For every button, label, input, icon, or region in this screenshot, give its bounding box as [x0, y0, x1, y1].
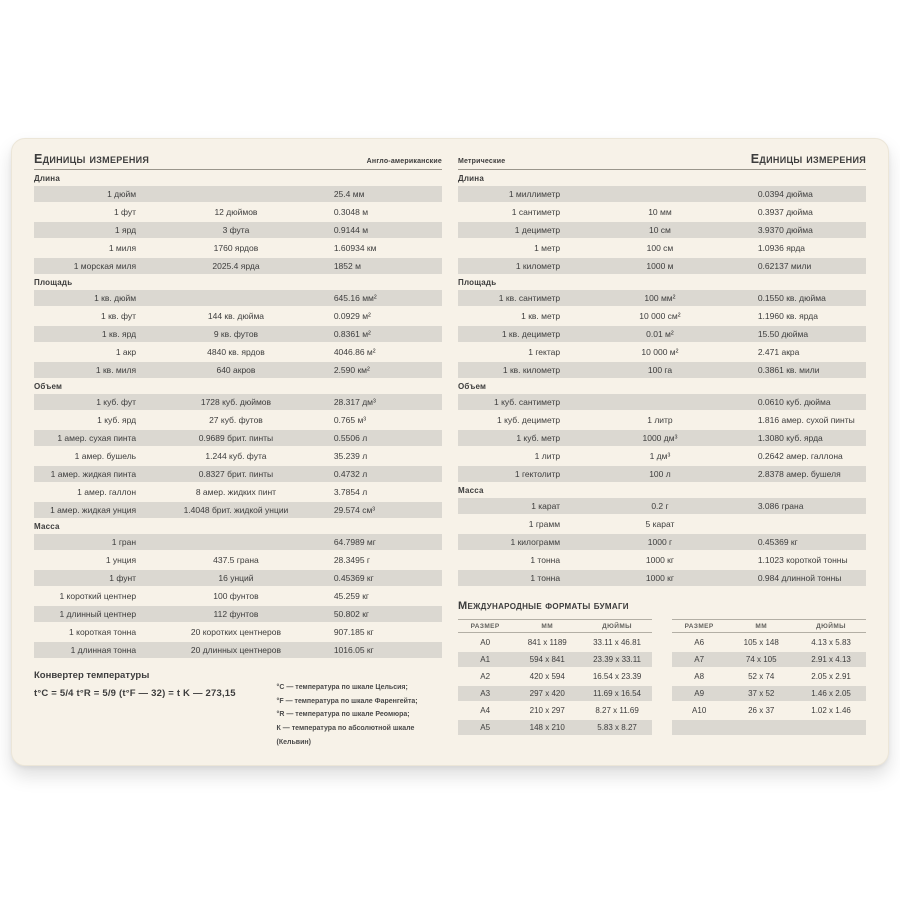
unit-value: 29.574 см³ [333, 505, 376, 515]
unit-value: 1016.05 кг [333, 645, 374, 655]
unit-equivalent: 2025.4 ярда [212, 261, 260, 271]
unit-value: 1.60934 км [333, 243, 377, 253]
unit-equivalent: 100 фунтов [213, 591, 259, 601]
unit-equivalent: 1.4048 брит. жидкой унции [183, 505, 289, 515]
paper-size: A3 [480, 689, 491, 698]
table-row [458, 326, 866, 342]
unit-equivalent: 0.2 г [651, 501, 669, 511]
table-row [458, 186, 866, 202]
metric-unit-tables [458, 174, 866, 586]
unit-name: 1 тонна [530, 555, 561, 565]
unit-name: 1 кв. фут [100, 311, 137, 321]
paper-size: A2 [480, 672, 491, 681]
unit-name: 1 кв. метр [521, 311, 561, 321]
size-inches: 11.69 x 16.54 [593, 689, 641, 698]
table-row [34, 570, 442, 586]
unit-equivalent: 640 акров [216, 365, 256, 375]
paper-size: A4 [480, 706, 491, 715]
unit-equivalent: 1000 м [646, 261, 674, 271]
unit-equivalent: 0.9689 брит. пинты [198, 433, 274, 443]
unit-value: 25.4 мм [333, 189, 365, 199]
table-row [458, 394, 866, 410]
table-row [458, 362, 866, 378]
section-title: Объем [458, 382, 487, 391]
table-row [672, 652, 866, 667]
unit-equivalent: 3 фута [222, 225, 250, 235]
unit-equivalent: 112 фунтов [213, 609, 259, 619]
unit-equivalent: 1000 дм³ [642, 433, 678, 443]
unit-name: 1 сантиметр [511, 207, 561, 217]
size-mm: 26 x 37 [748, 706, 775, 715]
anglo-american-unit-tables [34, 174, 442, 658]
table-row [458, 412, 866, 428]
unit-section [34, 522, 442, 658]
right-column-header [458, 151, 866, 170]
unit-equivalent: 10 000 см² [639, 311, 681, 321]
paper-size: A10 [692, 706, 707, 715]
table-row [458, 344, 866, 360]
table-row [672, 635, 866, 650]
temperature-formula-block [34, 670, 267, 749]
unit-name: 1 литр [534, 451, 561, 461]
unit-equivalent: 12 дюймов [214, 207, 258, 217]
unit-value: 0.0929 м² [333, 311, 371, 321]
table-row [34, 624, 442, 640]
table-row [458, 498, 866, 514]
section-rows [458, 290, 866, 378]
unit-equivalent: 100 см [646, 243, 674, 253]
unit-value: 645.16 мм² [333, 293, 377, 303]
unit-equivalent: 1 литр [647, 415, 673, 425]
unit-value: 1.816 амер. сухой пинты [757, 415, 855, 425]
unit-value: 1.1960 кв. ярда [757, 311, 818, 321]
unit-equivalent: 10 см [648, 225, 671, 235]
section-title: Объем [34, 382, 63, 391]
unit-name: 1 унция [105, 555, 137, 565]
unit-equivalent: 1000 кг [645, 573, 674, 583]
table-row [458, 635, 652, 650]
size-mm: 297 x 420 [529, 689, 565, 698]
table-row [34, 534, 442, 550]
table-row [672, 703, 866, 718]
unit-section [34, 278, 442, 378]
unit-equivalent: 20 коротких центнеров [190, 627, 281, 637]
table-row [672, 720, 866, 735]
unit-value: 0.8361 м² [333, 329, 371, 339]
size-inches: 23.39 x 33.11 [593, 655, 641, 664]
table-row [34, 466, 442, 482]
unit-value: 50.802 кг [333, 609, 370, 619]
unit-equivalent: 5 карат [645, 519, 675, 529]
unit-equivalent: 0.01 м² [646, 329, 674, 339]
table-row [458, 570, 866, 586]
unit-value: 2.471 акра [757, 347, 800, 357]
size-inches: 2.05 x 2.91 [811, 672, 851, 681]
unit-name: 1 фунт [109, 573, 137, 583]
section-rows [458, 186, 866, 274]
unit-equivalent: 100 л [649, 469, 671, 479]
anglo-american-column [34, 151, 442, 755]
paper-size: A9 [694, 689, 705, 698]
unit-name: 1 кв. дециметр [501, 329, 561, 339]
paper-size: A6 [694, 638, 705, 647]
unit-equivalent: 437.5 грана [213, 555, 259, 565]
reference-page-card [11, 138, 889, 766]
section-rows [34, 290, 442, 378]
unit-name: 1 метр [534, 243, 561, 253]
table-row [458, 430, 866, 446]
section-rows [34, 534, 442, 658]
column-header: РАЗМЕР [684, 622, 714, 630]
table-row [34, 412, 442, 428]
metric-label: Метрические [458, 158, 506, 165]
table-row [34, 362, 442, 378]
unit-equivalent: 9 кв. футов [213, 329, 259, 339]
unit-name: 1 кв. миля [95, 365, 137, 375]
column-header: РАЗМЕР [470, 622, 500, 630]
paper-formats-title: Международные форматы бумаги [458, 600, 629, 612]
size-inches: 4.13 x 5.83 [811, 638, 851, 647]
unit-equivalent: 1 дм³ [649, 451, 671, 461]
paper-formats-block [458, 600, 866, 735]
paper-size: A8 [694, 672, 705, 681]
unit-value: 1852 м [333, 261, 361, 271]
temperature-note: °C — температура по шкале Цельсия; [276, 684, 408, 691]
unit-value: 3.7854 л [333, 487, 368, 497]
paper-format-tables [458, 619, 866, 735]
table-row [458, 703, 652, 718]
unit-name: 1 кв. ярд [101, 329, 137, 339]
size-inches: 16.54 x 23.39 [592, 672, 642, 681]
unit-name: 1 амер. жидкая пинта [50, 469, 137, 479]
table-row [34, 308, 442, 324]
unit-equivalent: 1728 куб. дюймов [200, 397, 272, 407]
table-row [34, 344, 442, 360]
table-row [458, 720, 652, 735]
section-rows [34, 394, 442, 518]
paper-size: A7 [694, 655, 705, 664]
unit-name: 1 гектар [528, 347, 561, 357]
paper-format-table [672, 619, 866, 735]
column-header: ММ [541, 622, 554, 630]
table-row [34, 552, 442, 568]
size-mm: 841 x 1189 [527, 638, 567, 647]
unit-section [34, 174, 442, 274]
table-row [458, 652, 652, 667]
table-row [458, 516, 866, 532]
table-row [34, 240, 442, 256]
unit-equivalent: 100 га [647, 365, 673, 375]
section-title: Масса [458, 486, 484, 495]
unit-value: 0.3937 дюйма [757, 207, 813, 217]
temperature-note: °R — температура по шкале Реомюра; [276, 711, 410, 719]
unit-value: 2.8378 амер. бушеля [757, 469, 841, 479]
unit-equivalent: 8 амер. жидких пинт [195, 487, 277, 497]
unit-value: 35.239 л [333, 451, 368, 461]
unit-name: 1 длинный центнер [59, 609, 137, 619]
unit-value: 0.45369 кг [757, 537, 798, 547]
unit-value: 0.2642 амер. галлона [757, 451, 843, 461]
unit-name: 1 морская миля [73, 261, 137, 271]
size-mm: 105 x 148 [743, 638, 779, 647]
unit-equivalent: 0.8327 брит. пинты [198, 469, 274, 479]
unit-value: 3.9370 дюйма [757, 225, 813, 235]
unit-value: 0.1550 кв. дюйма [757, 293, 826, 303]
page-title: Единицы измерения [750, 152, 866, 166]
table-row [458, 669, 652, 684]
unit-equivalent: 1000 кг [645, 555, 674, 565]
size-inches: 2.91 x 4.13 [811, 655, 851, 664]
unit-name: 1 акр [115, 347, 137, 357]
size-inches: 1.02 x 1.46 [811, 706, 851, 715]
left-column-header [34, 151, 442, 170]
unit-name: 1 кв. километр [502, 365, 561, 375]
size-inches: 8.27 x 11.69 [595, 706, 639, 715]
unit-name: 1 грамм [528, 519, 561, 529]
unit-value: 0.765 м³ [333, 415, 367, 425]
unit-value: 15.50 дюйма [757, 329, 809, 339]
size-mm: 52 x 74 [748, 672, 775, 681]
paper-table-header-row [458, 619, 652, 633]
size-mm: 74 x 105 [745, 655, 777, 664]
unit-section [458, 174, 866, 274]
unit-equivalent: 16 унций [218, 573, 254, 583]
unit-value: 0.984 длинной тонны [757, 573, 842, 583]
unit-name: 1 дециметр [514, 225, 561, 235]
table-row [458, 308, 866, 324]
unit-name: 1 короткий центнер [59, 591, 137, 601]
unit-section [34, 382, 442, 518]
unit-name: 1 куб. метр [516, 433, 561, 443]
table-row [34, 430, 442, 446]
paper-size: A1 [480, 655, 491, 664]
size-inches: 1.46 x 2.05 [811, 689, 851, 698]
unit-equivalent: 4840 кв. ярдов [207, 347, 265, 357]
section-rows [34, 186, 442, 274]
temperature-converter [34, 670, 442, 749]
unit-name: 1 килограмм [510, 537, 561, 547]
unit-section [458, 486, 866, 586]
temperature-converter-title: Конвертер температуры [34, 670, 150, 681]
unit-name: 1 фут [113, 207, 137, 217]
unit-equivalent: 1.244 куб. фута [205, 451, 267, 461]
unit-name: 1 дюйм [107, 189, 137, 199]
paper-format-table [458, 619, 652, 735]
unit-equivalent: 1000 г [647, 537, 673, 547]
unit-section [458, 278, 866, 378]
unit-value: 0.3861 кв. мили [757, 365, 820, 375]
column-header: ДЮЙМЫ [816, 622, 846, 630]
size-mm: 37 x 52 [748, 689, 775, 698]
paper-table-body [458, 635, 652, 735]
column-header: ММ [755, 622, 768, 630]
paper-table-body [672, 635, 866, 735]
table-row [34, 448, 442, 464]
column-header: ДЮЙМЫ [602, 622, 632, 630]
table-row [34, 326, 442, 342]
unit-value: 1.0936 ярда [757, 243, 806, 253]
unit-name: 1 километр [515, 261, 561, 271]
unit-name: 1 длинная тонна [70, 645, 137, 655]
unit-equivalent: 1760 ярдов [213, 243, 259, 253]
unit-name: 1 куб. ярд [97, 415, 137, 425]
table-row [34, 222, 442, 238]
table-row [458, 552, 866, 568]
size-inches: 33.11 x 46.81 [593, 638, 641, 647]
paper-size: A5 [480, 723, 491, 732]
table-row [34, 502, 442, 518]
unit-name: 1 кв. сантиметр [498, 293, 561, 303]
unit-equivalent: 10 000 м² [641, 347, 679, 357]
unit-equivalent: 20 длинных центнеров [190, 645, 281, 655]
paper-size: A0 [480, 638, 491, 647]
size-mm: 420 x 594 [529, 672, 565, 681]
unit-name: 1 короткая тонна [69, 627, 137, 637]
unit-value: 0.5506 л [333, 433, 368, 443]
unit-name: 1 карат [531, 501, 561, 511]
unit-value: 0.0610 куб. дюйма [757, 397, 831, 407]
table-row [34, 258, 442, 274]
table-row [458, 290, 866, 306]
table-row [34, 606, 442, 622]
unit-name: 1 куб. сантиметр [494, 397, 561, 407]
size-inches: 5.83 x 8.27 [597, 723, 637, 732]
section-title: Площадь [458, 278, 497, 287]
table-row [34, 204, 442, 220]
paper-table-header-row [672, 619, 866, 633]
table-row [458, 204, 866, 220]
unit-value: 0.0394 дюйма [757, 189, 813, 199]
metric-column [458, 151, 866, 755]
unit-equivalent: 100 мм² [644, 293, 676, 303]
size-mm: 594 x 841 [529, 655, 565, 664]
unit-name: 1 амер. галлон [77, 487, 137, 497]
unit-value: 64.7989 мг [333, 537, 376, 547]
unit-equivalent: 10 мм [648, 207, 672, 217]
table-row [672, 669, 866, 684]
unit-equivalent: 27 куб. футов [209, 415, 263, 425]
table-row [34, 290, 442, 306]
unit-equivalent: 144 кв. дюйма [207, 311, 265, 321]
unit-value: 1.3080 куб. ярда [757, 433, 823, 443]
anglo-american-label: Англо-американские [366, 158, 442, 165]
table-row [34, 642, 442, 658]
unit-value: 0.9144 м [333, 225, 369, 235]
unit-value: 1.1023 короткой тонны [757, 555, 848, 565]
unit-name: 1 ярд [114, 225, 137, 235]
unit-name: 1 миля [108, 243, 137, 253]
table-row [458, 258, 866, 274]
unit-name: 1 амер. сухая пинта [57, 433, 137, 443]
section-title: Масса [34, 522, 60, 531]
temperature-formula: t°C = 5/4 t°R = 5/9 (t°F — 32) = t K — 273,15 [34, 688, 236, 699]
unit-value: 0.4732 л [333, 469, 368, 479]
unit-name: 1 амер. бушель [74, 451, 137, 461]
temperature-note: К — температура по абсолютной шкале (Кельвин) [276, 724, 415, 746]
unit-value: 3.086 грана [757, 501, 804, 511]
unit-value: 0.3048 м [333, 207, 369, 217]
table-row [458, 448, 866, 464]
table-row [458, 686, 652, 701]
section-rows [458, 498, 866, 586]
unit-value: 907.185 кг [333, 627, 374, 637]
section-title: Площадь [34, 278, 73, 287]
table-row [34, 588, 442, 604]
table-row [458, 466, 866, 482]
table-row [458, 222, 866, 238]
section-rows [458, 394, 866, 482]
table-row [34, 186, 442, 202]
size-mm: 148 x 210 [529, 723, 565, 732]
table-row [672, 686, 866, 701]
unit-name: 1 кв. дюйм [94, 293, 137, 303]
unit-value: 2.590 км² [333, 365, 370, 375]
table-row [458, 534, 866, 550]
unit-value: 28.317 дм³ [333, 397, 376, 407]
size-mm: 210 x 297 [529, 706, 565, 715]
temperature-scale-notes [277, 670, 442, 749]
table-row [458, 240, 866, 256]
unit-value: 0.45369 кг [333, 573, 374, 583]
unit-name: 1 куб. фут [96, 397, 137, 407]
page-title: Единицы измерения [34, 152, 150, 166]
unit-name: 1 гран [111, 537, 137, 547]
section-title: Длина [458, 174, 484, 183]
unit-value: 45.259 кг [333, 591, 370, 601]
table-row [34, 394, 442, 410]
unit-value: 28.3495 г [333, 555, 371, 565]
section-title: Длина [34, 174, 60, 183]
unit-name: 1 амер. жидкая унция [50, 505, 137, 515]
temperature-note: °F — температура по шкале Фаренгейта; [276, 697, 418, 705]
unit-section [458, 382, 866, 482]
table-row [34, 484, 442, 500]
unit-name: 1 куб. дециметр [497, 415, 561, 425]
unit-name: 1 тонна [530, 573, 561, 583]
unit-name: 1 миллиметр [508, 189, 561, 199]
unit-value: 0.62137 мили [757, 261, 812, 271]
unit-name: 1 гектолитр [514, 469, 561, 479]
unit-value: 4046.86 м² [333, 347, 376, 357]
